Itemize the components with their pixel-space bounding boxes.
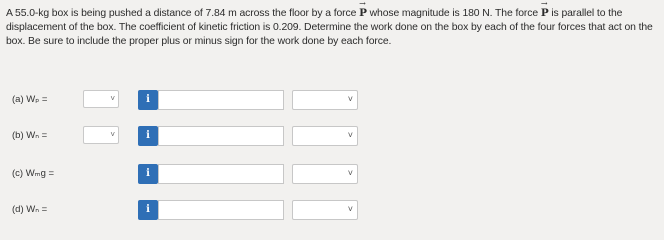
chevron-down-icon: ˅ xyxy=(110,130,115,139)
chevron-down-icon: ˅ xyxy=(110,94,115,103)
sign-select-a[interactable] xyxy=(83,90,119,108)
answer-row-a xyxy=(0,90,664,112)
row-label-c: (c) Wₘg = xyxy=(12,168,55,179)
answer-row-c xyxy=(0,164,664,186)
problem-text-2: whose magnitude is 180 N. The force xyxy=(366,8,541,19)
answer-input-a[interactable] xyxy=(158,90,284,110)
info-button-c[interactable] xyxy=(138,164,158,184)
chevron-down-icon: ˅ xyxy=(347,204,353,214)
unit-select-c[interactable] xyxy=(292,164,358,184)
chevron-down-icon: ˅ xyxy=(347,130,353,140)
answer-row-b xyxy=(0,126,664,148)
unit-select-a[interactable] xyxy=(292,90,358,110)
force-vector-p: → P xyxy=(359,6,367,20)
force-vector-p: → P xyxy=(541,6,549,20)
info-button-a[interactable] xyxy=(138,90,158,110)
answer-row-d xyxy=(0,200,664,222)
chevron-down-icon: ˅ xyxy=(347,168,353,178)
row-label-d: (d) Wₙ = xyxy=(12,204,48,215)
problem-text-3: is parallel to the displacement of the box. The coefficient of kinetic friction is 0.209. Determine the work done on the box by each of the four forces that act on the box. Be sure to include the proper plus or minus sign for the work done by each force. xyxy=(6,8,653,47)
chevron-down-icon: ˅ xyxy=(347,94,353,104)
info-button-b[interactable] xyxy=(138,126,158,146)
info-icon: i xyxy=(146,204,150,215)
problem-statement xyxy=(6,6,658,49)
answer-input-c[interactable] xyxy=(158,164,284,184)
row-label-b: (b) Wₙ = xyxy=(12,130,48,141)
row-label-a: (a) Wₚ = xyxy=(12,94,48,105)
problem-text-1: A 55.0-kg box is being pushed a distance of 7.84 m across the floor by a force xyxy=(6,8,360,19)
info-icon: i xyxy=(146,168,150,179)
unit-select-b[interactable] xyxy=(292,126,358,146)
answer-input-b[interactable] xyxy=(158,126,284,146)
info-button-d[interactable] xyxy=(138,200,158,220)
info-icon: i xyxy=(146,94,150,105)
info-icon: i xyxy=(146,130,150,141)
unit-select-d[interactable] xyxy=(292,200,358,220)
sign-select-b[interactable] xyxy=(83,126,119,144)
answer-input-d[interactable] xyxy=(158,200,284,220)
